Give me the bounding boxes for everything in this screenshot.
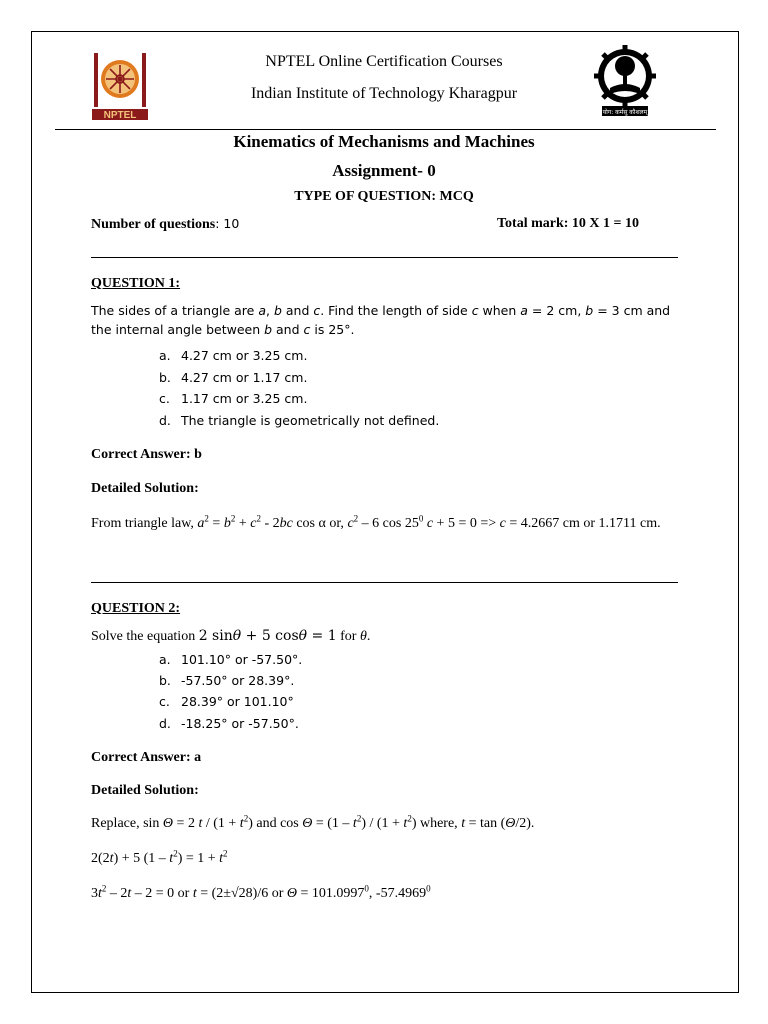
question-2-solution-line-1: Replace, sin Θ = 2 $t / (1 + t^2)$ and $\cos \Theta = (1 - t^2) / (1 + t^2)$ where, t = tan (Θ/2). xyxy=(91,813,535,831)
question-2-option-a: a. 101.10° or -57.50°. xyxy=(159,652,303,667)
assignment-title: Assignment- 0 xyxy=(332,161,436,180)
svg-text:योग: कर्मसु कौशलम्: योग: कर्मसु कौशलम् xyxy=(602,109,648,116)
divider xyxy=(91,582,678,583)
divider xyxy=(91,257,678,258)
header-line-2: Indian Institute of Technology Kharagpur xyxy=(250,85,518,102)
question-1-title: QUESTION 1: xyxy=(91,276,181,291)
question-2-title: QUESTION 2: xyxy=(91,601,181,616)
total-mark: Total mark: 10 X 1 = 10 xyxy=(497,216,640,231)
header-divider xyxy=(55,129,716,130)
question-2-solution-line-2: 2(2t) + 5 $(1 - t^2) = 1 + t^2$ xyxy=(91,848,228,866)
question-1-text: The sides of a triangle are a, b and c. Find the length of side c when a = 2 cm, b = 3 cm and the internal angle between b and c is 25°. xyxy=(91,303,671,337)
question-2-solution-line-3: $3t^2 - 2t - 2 = 0$ or t = (2±√28)/6 or $\Theta = 101.0997^0$, -57.4969$^0$ xyxy=(91,883,431,901)
number-of-questions: Number of questions: 10 xyxy=(91,216,240,232)
question-1-option-b: b. 4.27 cm or 1.17 cm. xyxy=(159,370,308,385)
question-2-text: Solve the equation 2 sinθ + 5 cosθ = 1 for θ. xyxy=(91,628,371,644)
course-title: Kinematics of Mechanisms and Machines xyxy=(233,132,535,151)
question-1-solution-label: Detailed Solution: xyxy=(91,481,199,496)
question-1-option-d: d. The triangle is geometrically not defined. xyxy=(159,413,440,428)
question-2-option-c: c. 28.39° or 101.10° xyxy=(159,694,294,709)
question-2-correct-answer: Correct Answer: a xyxy=(91,750,202,765)
question-1-solution: From triangle law, $a^2 = b^2 + c^2 - 2bc$ cos α or, $c^2 - 6$ $\cos 25^0$ c + 5 = 0 => c = 4.2667 cm or 1.1711 cm. xyxy=(91,513,661,531)
question-2-option-d: d. -18.25° or -57.50°. xyxy=(159,716,299,731)
question-2-solution-label: Detailed Solution: xyxy=(91,783,199,798)
question-type: TYPE OF QUESTION: MCQ xyxy=(294,189,474,204)
question-2-option-b: b. -57.50° or 28.39°. xyxy=(159,673,295,688)
question-1-option-c: c. 1.17 cm or 3.25 cm. xyxy=(159,391,308,406)
svg-text:NPTEL: NPTEL xyxy=(103,110,137,121)
header-line-1: NPTEL Online Certification Courses xyxy=(265,53,503,70)
question-1-option-a: a. 4.27 cm or 3.25 cm. xyxy=(159,348,308,363)
question-1-correct-answer: Correct Answer: b xyxy=(91,447,202,462)
